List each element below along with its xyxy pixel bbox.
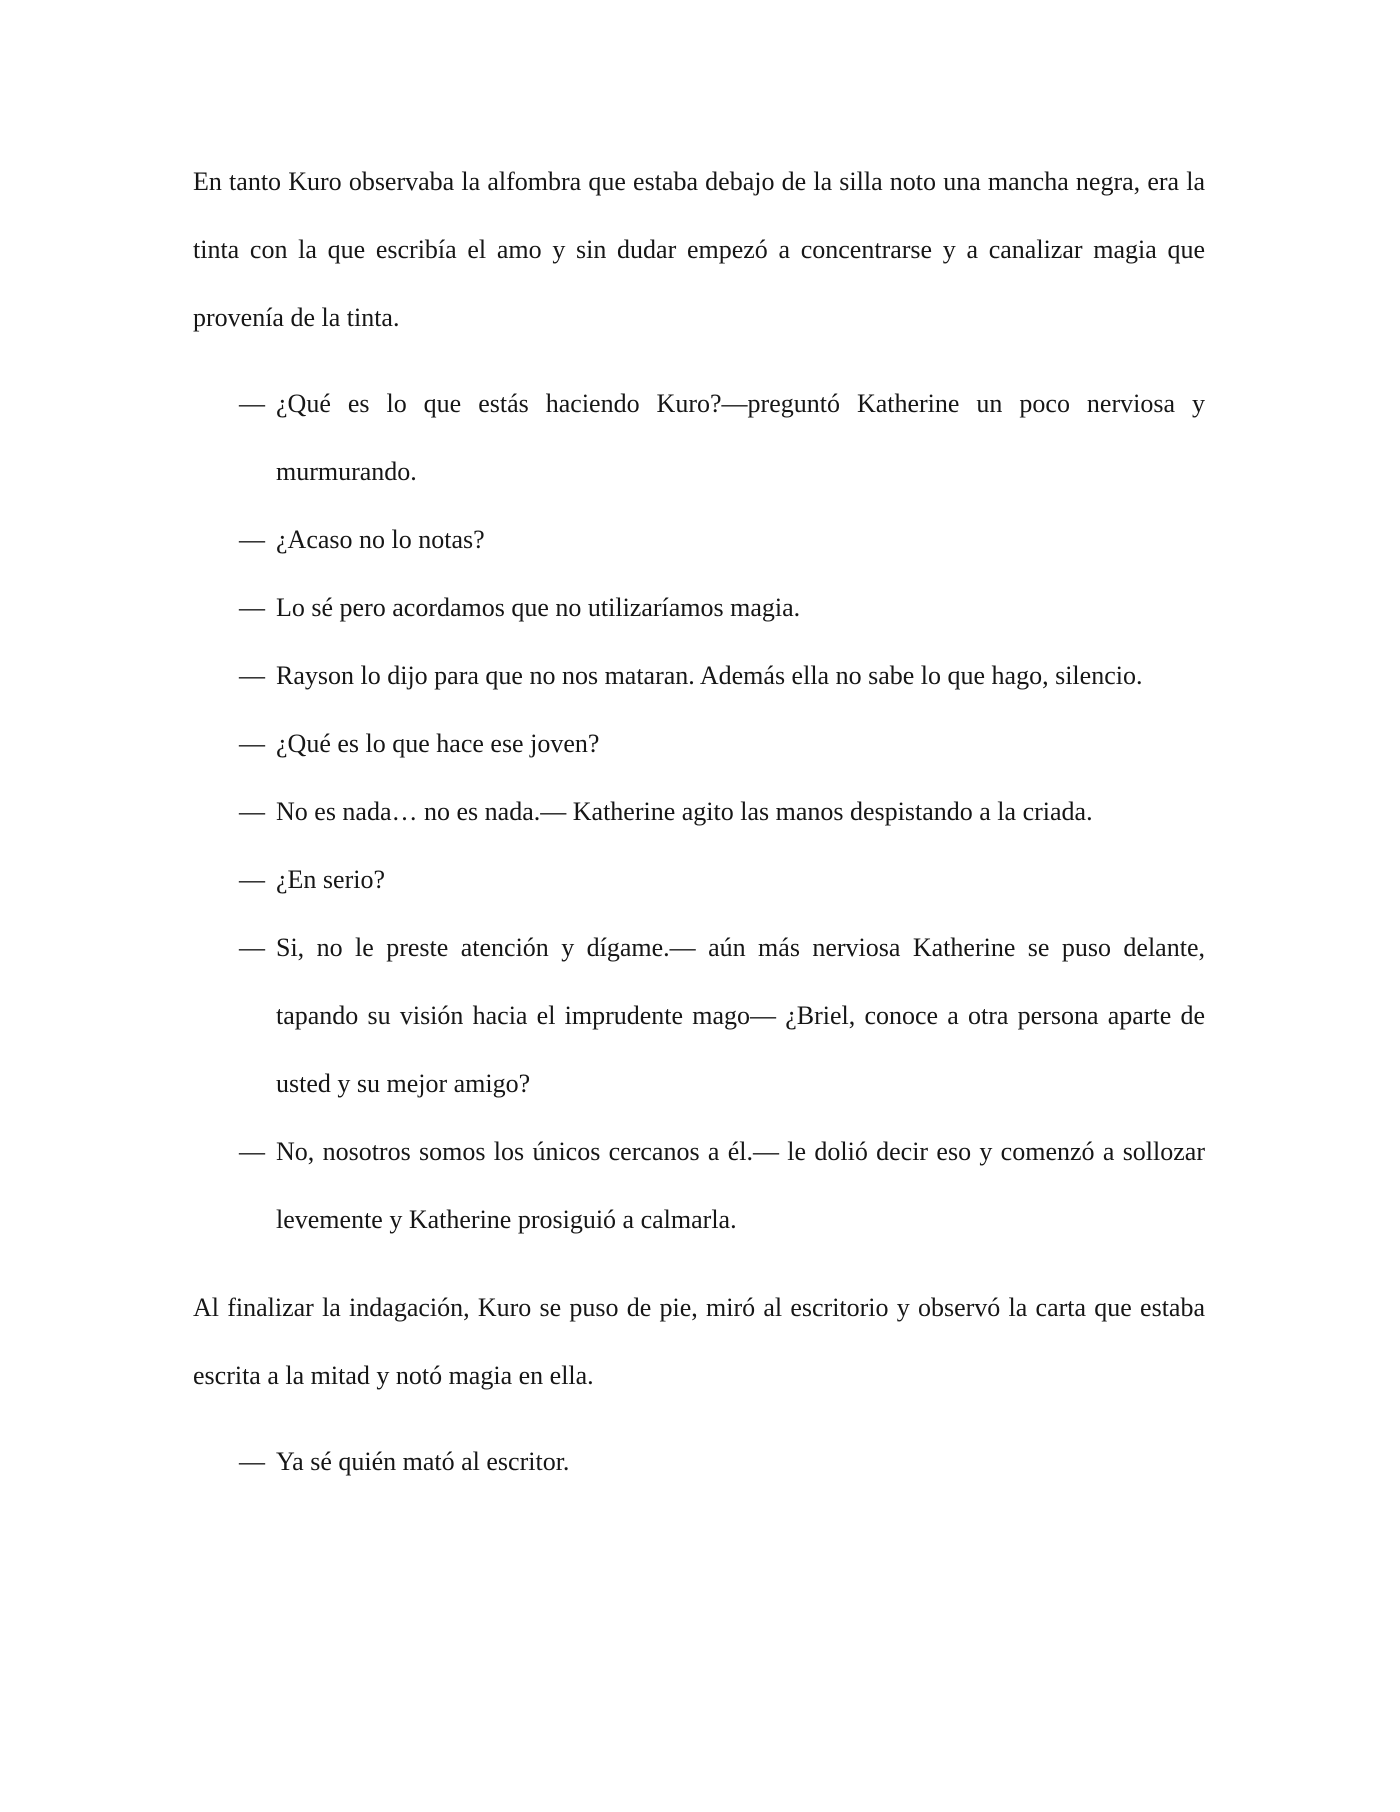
- dialogue-line: [193, 642, 1205, 710]
- dialogue-text: Rayson lo dijo para que no nos mataran. Además ella no sabe lo que hago, silencio.: [276, 661, 1143, 690]
- narrative-paragraph: En tanto Kuro observaba la alfombra que estaba debajo de la silla noto una mancha negra, era la tinta con la que escribía el amo y sin dudar empezó a concentrarse y a canalizar magia que provenía de la tinta.: [193, 167, 1205, 332]
- dialogue-line: [193, 710, 1205, 778]
- dialogue-dash: —: [239, 729, 265, 758]
- dialogue-line: [193, 506, 1205, 574]
- dialogue-dash: —: [239, 1447, 265, 1476]
- dialogue-text: ¿Acaso no lo notas?: [276, 525, 485, 554]
- dialogue-text: Ya sé quién mató al escritor.: [276, 1447, 570, 1476]
- dialogue-dash: —: [239, 865, 265, 894]
- dialogue-text: ¿Qué es lo que estás haciendo Kuro?—preguntó Katherine un poco nerviosa y murmurando.: [276, 389, 1205, 486]
- dialogue-text: Si, no le preste atención y dígame.— aún más nerviosa Katherine se puso delante, tapando su visión hacia el imprudente mago— ¿Briel, conoce a otra persona aparte de usted y su mejor amigo?: [276, 933, 1205, 1098]
- dialogue-line: [193, 778, 1205, 846]
- dialogue-dash: —: [239, 797, 265, 826]
- dialogue-dash: —: [239, 389, 265, 418]
- dialogue-text: No, nosotros somos los únicos cercanos a él.— le dolió decir eso y comenzó a sollozar levemente y Katherine prosiguió a calmarla.: [276, 1137, 1205, 1234]
- dialogue-line: [193, 1118, 1205, 1254]
- dialogue-text: No es nada… no es nada.— Katherine agito las manos despistando a la criada.: [276, 797, 1093, 826]
- dialogue-list: [193, 1428, 1205, 1496]
- dialogue-text: ¿En serio?: [276, 865, 386, 894]
- dialogue-text: Lo sé pero acordamos que no utilizaríamos magia.: [276, 593, 801, 622]
- dialogue-dash: —: [239, 933, 265, 962]
- dialogue-dash: —: [239, 661, 265, 690]
- dialogue-text: ¿Qué es lo que hace ese joven?: [276, 729, 600, 758]
- document-page: [193, 148, 1205, 1496]
- dialogue-line: [193, 574, 1205, 642]
- dialogue-line: [193, 846, 1205, 914]
- dialogue-dash: —: [239, 525, 265, 554]
- dialogue-dash: —: [239, 593, 265, 622]
- dialogue-line: [193, 370, 1205, 506]
- dialogue-line: [193, 914, 1205, 1118]
- narrative-paragraph: Al finalizar la indagación, Kuro se puso de pie, miró al escritorio y observó la carta que estaba escrita a la mitad y notó magia en ella.: [193, 1293, 1205, 1390]
- dialogue-line: [193, 1428, 1205, 1496]
- dialogue-dash: —: [239, 1137, 265, 1166]
- dialogue-list: [193, 370, 1205, 1254]
